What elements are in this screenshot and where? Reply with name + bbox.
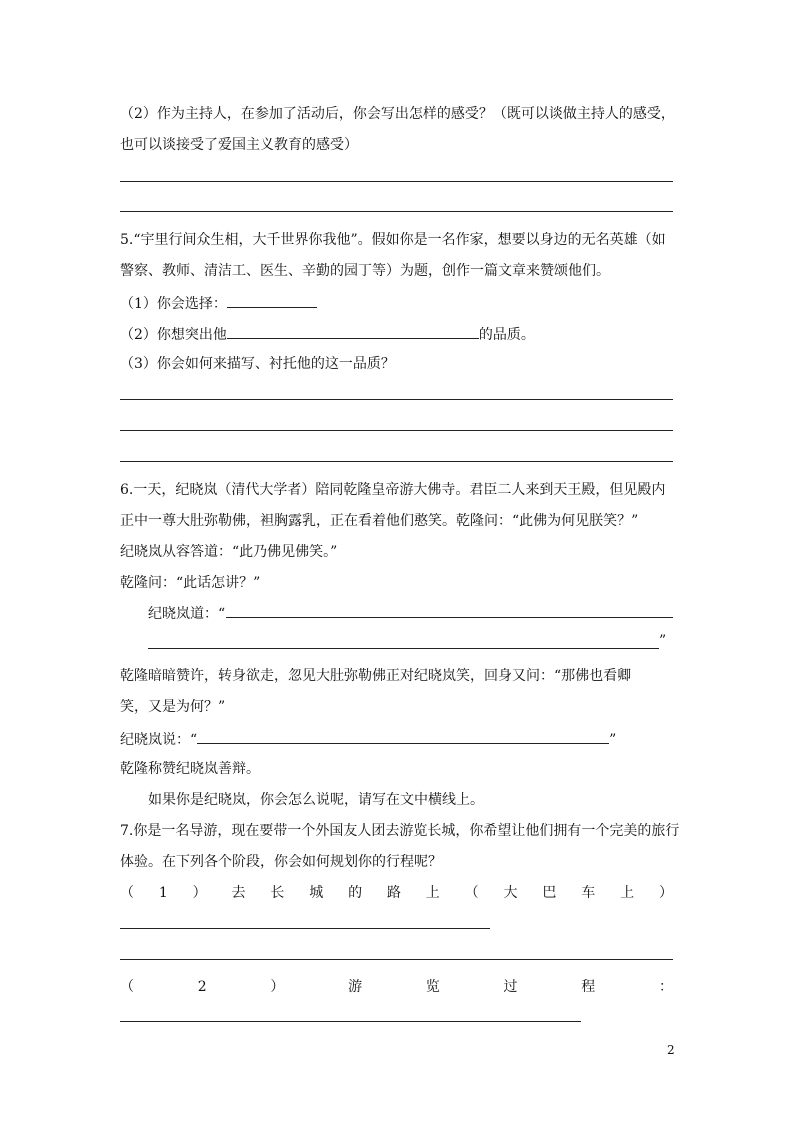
answer-line[interactable] bbox=[120, 211, 673, 212]
q6-line1: 6.一天，纪晓岚（清代大学者）陪同乾隆皇帝游大佛寺。君臣二人来到天王殿，但见殿内 bbox=[120, 482, 666, 498]
q7-item1-heading bbox=[120, 884, 673, 902]
answer-line[interactable] bbox=[120, 959, 673, 960]
q7-item2-heading bbox=[120, 978, 673, 996]
char: ： bbox=[658, 979, 673, 995]
q5-line2: 警察、教师、清洁工、医生、辛勤的园丁等）为题，创作一篇文章来赞颂他们。 bbox=[120, 263, 610, 279]
q6-line9-suffix: ” bbox=[609, 732, 617, 748]
q5-item2-label: （2）你想突出他 bbox=[120, 327, 227, 343]
char: 程 bbox=[581, 979, 596, 995]
char: 游 bbox=[348, 979, 363, 995]
q6-line8: 笑，又是为何？” bbox=[120, 699, 226, 715]
q4-item2-line1: （2）作为主持人，在参加了活动后，你会写出怎样的感受？（既可以谈做主持人的感受， bbox=[120, 106, 675, 122]
char: 2 bbox=[197, 979, 207, 995]
answer-line[interactable] bbox=[120, 430, 673, 431]
char: 过 bbox=[503, 979, 518, 995]
q6-line11: 如果你是纪晓岚，你会怎么说呢，请写在文中横线上。 bbox=[148, 792, 484, 808]
answer-line[interactable] bbox=[120, 399, 673, 400]
q6-answer-blank-3[interactable] bbox=[197, 729, 609, 744]
char: 览 bbox=[425, 979, 440, 995]
page-number: 2 bbox=[667, 1043, 675, 1057]
q5-item1 bbox=[120, 293, 317, 313]
char: 去 bbox=[231, 885, 246, 901]
char: 上 bbox=[425, 885, 440, 901]
q6-line9-prefix: 纪晓岚说：“ bbox=[120, 732, 198, 748]
q6-answer-blank-1[interactable] bbox=[226, 617, 673, 618]
q6-line3: 纪晓岚从容答道：“此乃佛见佛笑。” bbox=[120, 544, 338, 560]
char: 大 bbox=[503, 885, 518, 901]
char: （ bbox=[120, 885, 134, 901]
char: 1 bbox=[158, 885, 168, 901]
q6-line4: 乾隆问：“此话怎讲？” bbox=[120, 575, 261, 591]
q7-line1: 7.你是一名导游，现在要带一个外国友人团去游览长城，你希望让他们拥有一个完美的旅行 bbox=[120, 823, 680, 839]
q5-item2-suffix: 的品质。 bbox=[478, 327, 535, 343]
q6-line9 bbox=[120, 729, 616, 749]
q6-line10: 乾隆称赞纪晓岚善辩。 bbox=[120, 761, 260, 777]
char: （ bbox=[120, 979, 134, 995]
char: 的 bbox=[348, 885, 363, 901]
char: 长 bbox=[270, 885, 285, 901]
q5-line1: 5.“宇里行间众生相，大千世界你我他”。假如你是一名作家，想要以身边的无名英雄（如 bbox=[120, 232, 666, 248]
answer-line[interactable] bbox=[120, 1021, 581, 1022]
char: （ bbox=[464, 885, 479, 901]
char: 城 bbox=[309, 885, 324, 901]
char: 车 bbox=[581, 885, 596, 901]
q6-line6-suffix: ” bbox=[659, 633, 667, 649]
char: 巴 bbox=[542, 885, 557, 901]
q6-line5-prefix: 纪晓岚道：“ bbox=[148, 606, 226, 622]
q4-item2-line2: 也可以谈接受了爱国主义教育的感受） bbox=[120, 137, 358, 153]
char: 路 bbox=[386, 885, 401, 901]
q6-answer-blank-2[interactable] bbox=[148, 648, 659, 649]
q5-item1-blank[interactable] bbox=[227, 293, 317, 308]
q5-item2 bbox=[120, 324, 535, 344]
q7-line2: 体验。在下列各个阶段，你会如何规划你的行程呢？ bbox=[120, 854, 442, 870]
char: 上 bbox=[620, 885, 635, 901]
q6-line7: 乾隆暗暗赞许，转身欲走，忽见大肚弥勒佛正对纪晓岚笑，回身又问：“那佛也看卿 bbox=[120, 668, 632, 684]
q5-item2-blank[interactable] bbox=[227, 324, 479, 339]
answer-line[interactable] bbox=[120, 928, 490, 929]
char: ） bbox=[192, 885, 207, 901]
answer-line[interactable] bbox=[120, 461, 673, 462]
q5-item3: （3）你会如何来描写、衬托他的这一品质？ bbox=[120, 356, 395, 372]
q5-item1-label: （1）你会选择： bbox=[120, 296, 227, 312]
char: ） bbox=[270, 979, 285, 995]
char: ） bbox=[658, 885, 673, 901]
q6-line2: 正中一尊大肚弥勒佛，袒胸露乳，正在看着他们憨笑。乾隆问：“此佛为何见朕笑？” bbox=[120, 513, 639, 529]
answer-line[interactable] bbox=[120, 181, 673, 182]
